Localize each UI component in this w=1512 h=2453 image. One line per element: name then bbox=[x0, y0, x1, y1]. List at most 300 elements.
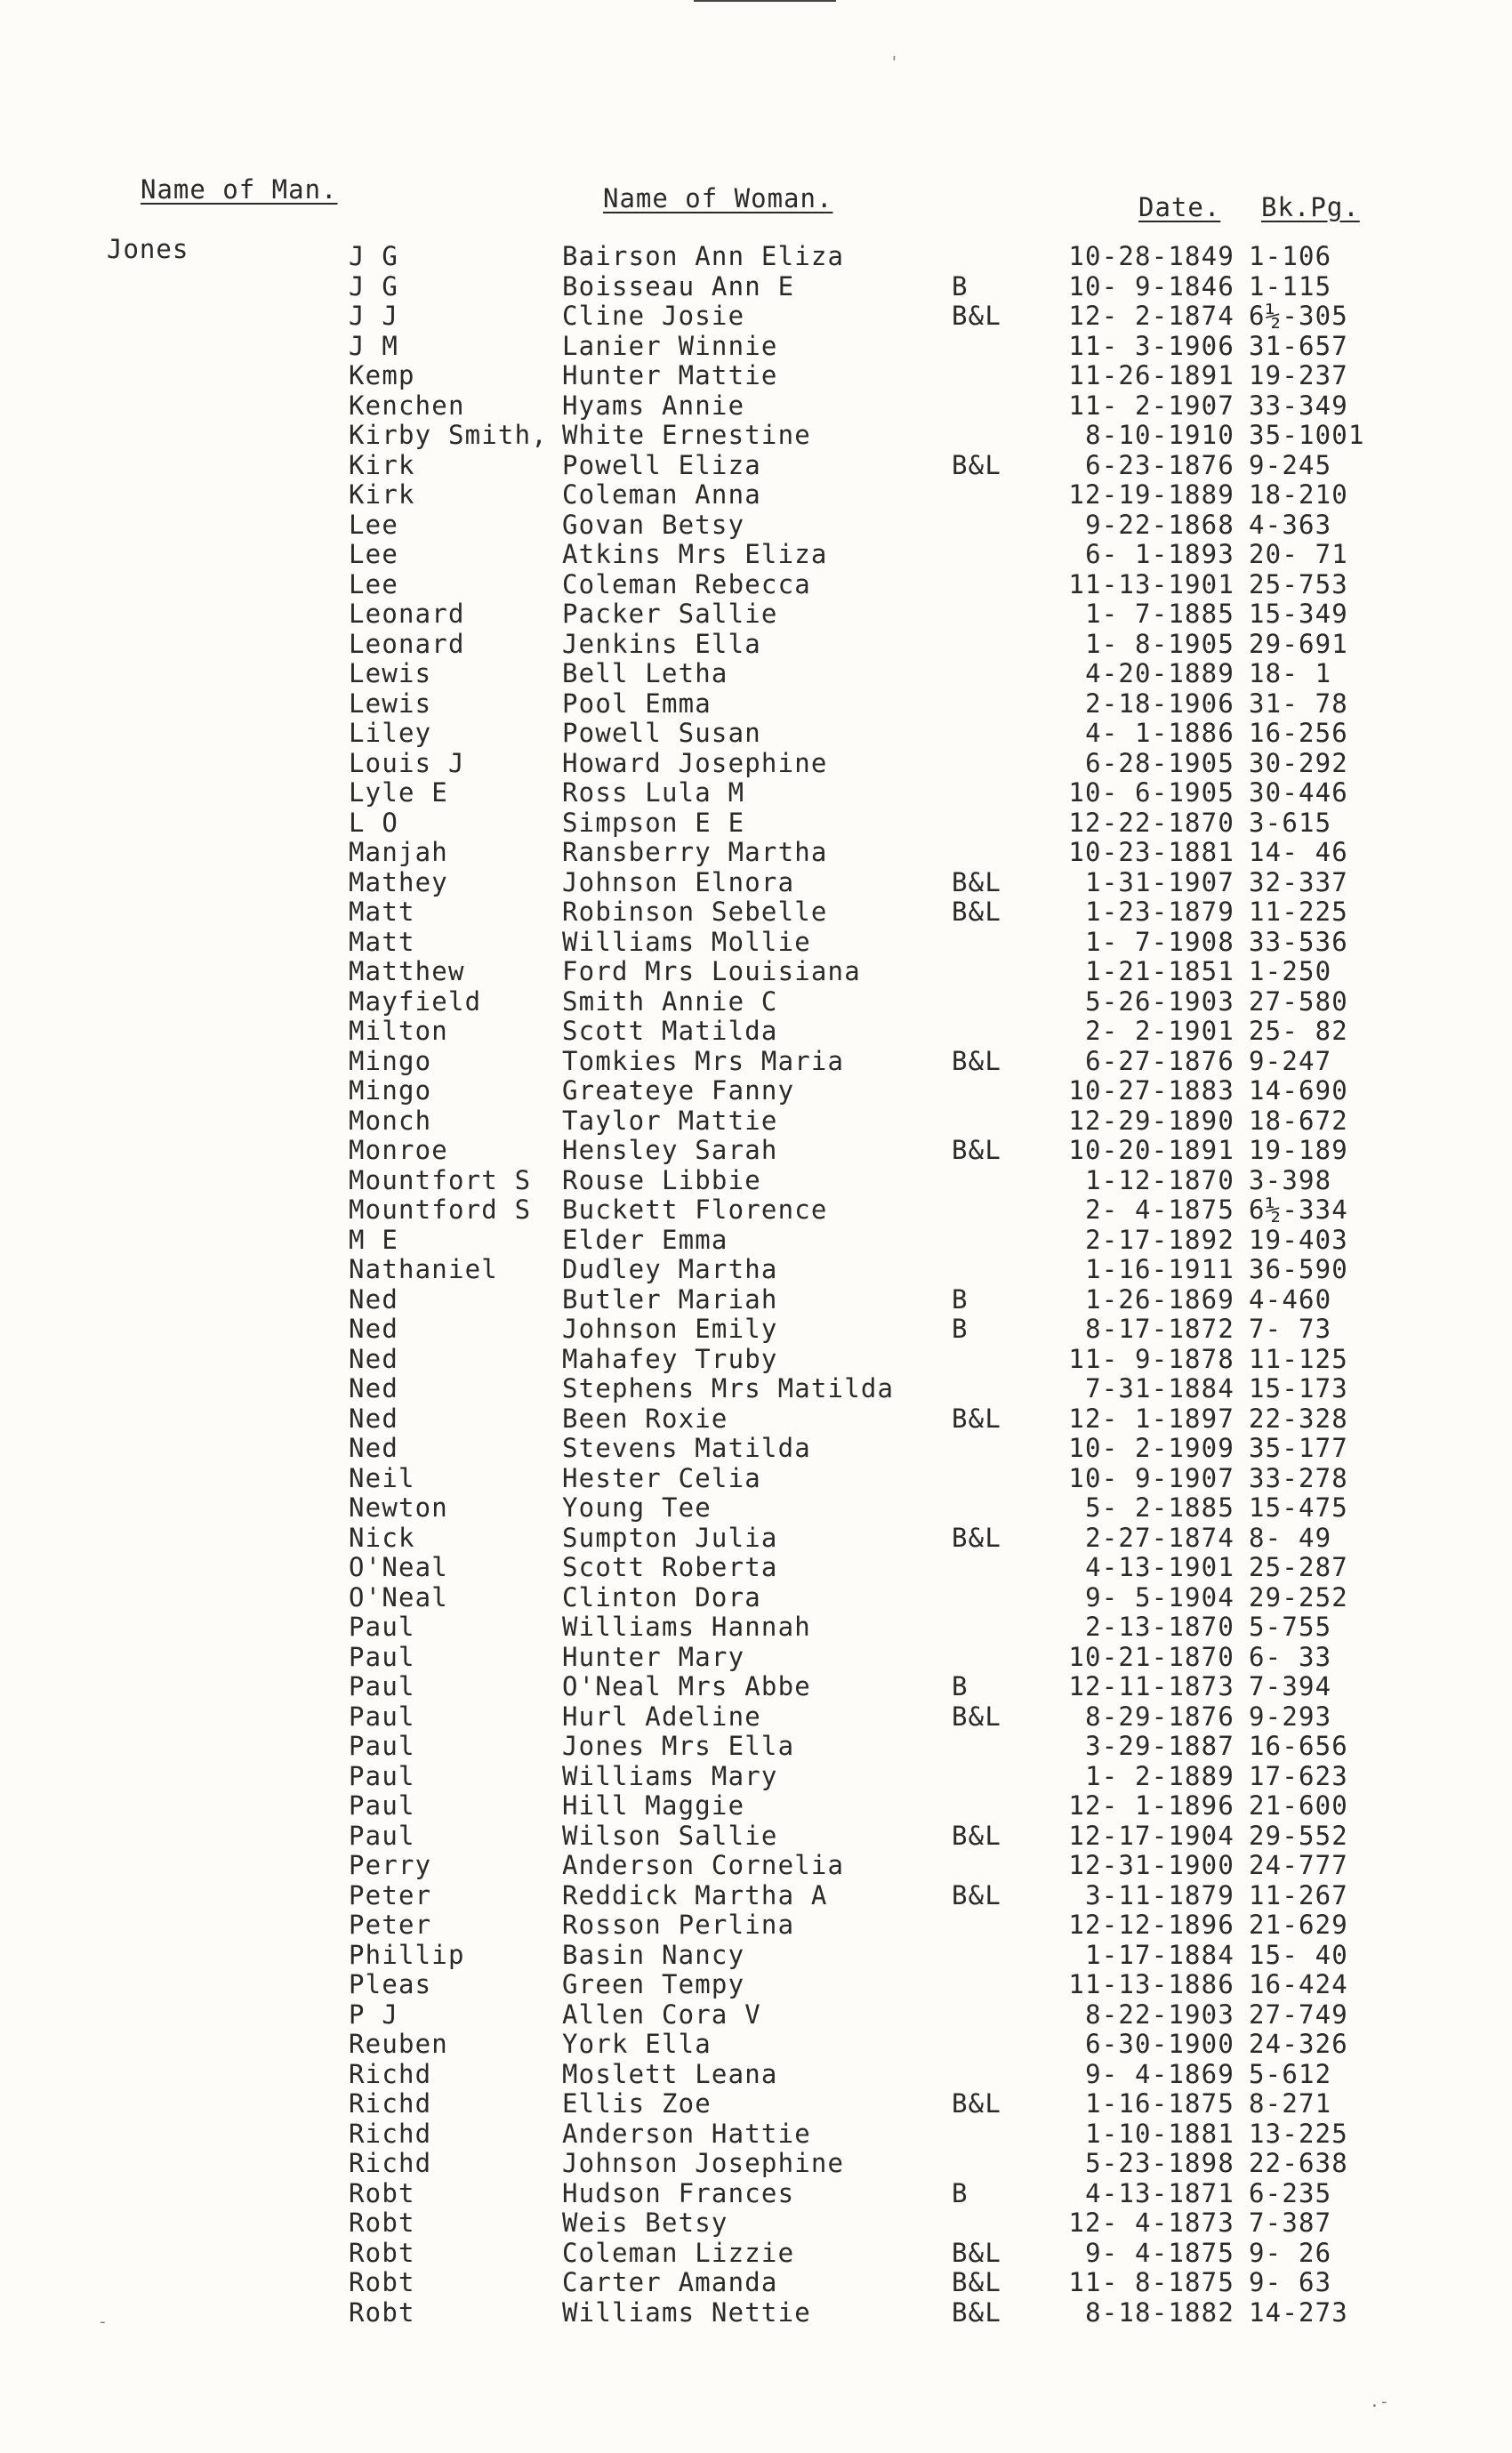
marriage-date: 1- 2-1889 bbox=[1085, 1760, 1235, 1791]
groom-name: Richd bbox=[349, 2058, 432, 2089]
groom-name: Mountford S bbox=[349, 1194, 532, 1225]
groom-name: Peter bbox=[349, 1910, 432, 1940]
table-row bbox=[0, 1047, 1512, 1077]
table-row bbox=[0, 928, 1512, 958]
book-page: 7-394 bbox=[1249, 1671, 1332, 1701]
marriage-date: 1-16-1875 bbox=[1085, 2088, 1235, 2119]
book-page: 14-273 bbox=[1249, 2296, 1348, 2328]
groom-name: Matthew bbox=[349, 956, 465, 986]
book-page: 11-225 bbox=[1249, 897, 1348, 927]
groom-name: Kenchen bbox=[349, 390, 465, 421]
scan-speck: .- bbox=[1370, 2393, 1389, 2411]
groom-name: Richd bbox=[349, 2118, 432, 2149]
book-page: 29-252 bbox=[1249, 1581, 1348, 1613]
table-row bbox=[0, 302, 1512, 332]
book-page: 25-287 bbox=[1249, 1552, 1348, 1582]
bride-name: Howard Josephine bbox=[562, 747, 828, 778]
book-page: 29-691 bbox=[1249, 628, 1348, 659]
groom-name: O'Neal bbox=[349, 1581, 448, 1613]
groom-name: Paul bbox=[349, 1790, 415, 1821]
bride-name: Powell Susan bbox=[562, 718, 761, 748]
table-row bbox=[0, 1493, 1512, 1524]
groom-name: Paul bbox=[349, 1731, 415, 1761]
groom-name: Lewis bbox=[349, 658, 432, 688]
groom-name: Lewis bbox=[349, 688, 432, 719]
groom-name: Mayfield bbox=[349, 985, 482, 1017]
table-row bbox=[0, 2298, 1512, 2328]
bride-name: Coleman Lizzie bbox=[562, 2237, 795, 2268]
groom-name: Pleas bbox=[349, 1969, 432, 1999]
groom-name: Nick bbox=[349, 1522, 415, 1553]
bride-name: Mahafey Truby bbox=[562, 1343, 778, 1374]
table-row bbox=[0, 1881, 1512, 1911]
top-rule bbox=[694, 0, 836, 2]
record-note: B&L bbox=[952, 2267, 1001, 2297]
marriage-date: 12-19-1889 bbox=[1068, 479, 1235, 510]
table-row bbox=[0, 272, 1512, 302]
book-page: 15- 40 bbox=[1249, 1939, 1348, 1970]
marriage-date: 11- 9-1878 bbox=[1068, 1343, 1235, 1374]
marriage-date: 5- 2-1885 bbox=[1085, 1492, 1235, 1523]
table-row bbox=[0, 778, 1512, 808]
book-page: 30-446 bbox=[1249, 777, 1348, 808]
bride-name: Taylor Mattie bbox=[562, 1105, 778, 1136]
groom-name: Mingo bbox=[349, 1045, 432, 1076]
marriage-date: 12-22-1870 bbox=[1068, 807, 1235, 838]
table-row bbox=[0, 1255, 1512, 1285]
table-row bbox=[0, 1017, 1512, 1047]
book-page: 19-403 bbox=[1249, 1224, 1348, 1255]
bride-name: Govan Betsy bbox=[562, 509, 745, 540]
groom-name: Lee bbox=[349, 568, 398, 599]
record-note: B&L bbox=[952, 1701, 1001, 1732]
marriage-date: 8-17-1872 bbox=[1085, 1314, 1235, 1344]
groom-name: Kirk bbox=[349, 479, 415, 510]
book-page: 6-235 bbox=[1249, 2177, 1332, 2208]
table-row bbox=[0, 2179, 1512, 2209]
table-row bbox=[0, 570, 1512, 600]
book-page: 18-210 bbox=[1249, 479, 1348, 510]
groom-name: Lee bbox=[349, 539, 398, 569]
table-row bbox=[0, 511, 1512, 541]
table-row bbox=[0, 2089, 1512, 2119]
bride-name: Boisseau Ann E bbox=[562, 270, 795, 302]
book-page: 16-424 bbox=[1249, 1969, 1348, 1999]
bride-name: Atkins Mrs Eliza bbox=[562, 539, 828, 569]
marriage-date: 1- 8-1905 bbox=[1085, 628, 1235, 659]
header-name-of-woman: Name of Woman. bbox=[603, 183, 833, 213]
surname: Jones bbox=[107, 234, 189, 264]
table-row bbox=[0, 1166, 1512, 1196]
groom-name: Ned bbox=[349, 1314, 398, 1344]
record-note: B&L bbox=[952, 866, 1001, 897]
book-page: 24-326 bbox=[1249, 2029, 1348, 2059]
table-row bbox=[0, 2000, 1512, 2031]
book-page: 1-115 bbox=[1249, 270, 1332, 302]
marriage-date: 12-31-1900 bbox=[1068, 1850, 1235, 1880]
book-page: 33-278 bbox=[1249, 1462, 1348, 1493]
table-row bbox=[0, 1791, 1512, 1822]
marriage-date: 12-17-1904 bbox=[1068, 1820, 1235, 1851]
marriage-date: 1-31-1907 bbox=[1085, 866, 1235, 897]
bride-name: Reddick Martha A bbox=[562, 1879, 828, 1910]
record-note: B bbox=[952, 1283, 969, 1315]
bride-name: Lanier Winnie bbox=[562, 330, 778, 361]
table-row bbox=[0, 1762, 1512, 1792]
marriage-date: 10- 2-1909 bbox=[1068, 1433, 1235, 1463]
marriage-date: 6-30-1900 bbox=[1085, 2029, 1235, 2059]
marriage-date: 9- 4-1875 bbox=[1085, 2237, 1235, 2268]
groom-name: Ned bbox=[349, 1343, 398, 1374]
book-page: 27-749 bbox=[1249, 1999, 1348, 2030]
groom-name: Ned bbox=[349, 1433, 398, 1463]
book-page: 25-753 bbox=[1249, 568, 1348, 599]
table-row bbox=[0, 1553, 1512, 1583]
bride-name: Powell Eliza bbox=[562, 449, 761, 480]
book-page: 8-271 bbox=[1249, 2088, 1332, 2119]
groom-name: Milton bbox=[349, 1016, 448, 1046]
bride-name: Dudley Martha bbox=[562, 1254, 778, 1284]
book-page: 11-267 bbox=[1249, 1879, 1348, 1910]
bride-name: Johnson Emily bbox=[562, 1314, 778, 1344]
table-row bbox=[0, 1076, 1512, 1106]
table-row bbox=[0, 2119, 1512, 2150]
record-note: B&L bbox=[952, 449, 1001, 480]
book-page: 7- 73 bbox=[1249, 1314, 1332, 1344]
marriage-date: 1-21-1851 bbox=[1085, 956, 1235, 986]
groom-name: Lee bbox=[349, 509, 398, 540]
book-page: 1-250 bbox=[1249, 956, 1332, 986]
marriage-date: 7-31-1884 bbox=[1085, 1373, 1235, 1403]
book-page: 5-612 bbox=[1249, 2058, 1332, 2089]
table-row bbox=[0, 689, 1512, 720]
marriage-date: 10- 9-1907 bbox=[1068, 1462, 1235, 1493]
groom-name: Paul bbox=[349, 1671, 415, 1701]
bride-name: Hunter Mattie bbox=[562, 360, 778, 390]
groom-name: Paul bbox=[349, 1760, 415, 1791]
bride-name: Smith Annie C bbox=[562, 985, 778, 1017]
marriage-date: 6-23-1876 bbox=[1085, 449, 1235, 480]
bride-name: Jenkins Ella bbox=[562, 628, 761, 659]
marriage-date: 12-29-1890 bbox=[1068, 1105, 1235, 1136]
bride-name: Green Tempy bbox=[562, 1969, 745, 1999]
groom-name: Richd bbox=[349, 2088, 432, 2119]
book-page: 33-536 bbox=[1249, 926, 1348, 957]
book-page: 4-363 bbox=[1249, 509, 1332, 540]
marriage-date: 4- 1-1886 bbox=[1085, 718, 1235, 748]
bride-name: Weis Betsy bbox=[562, 2208, 728, 2238]
book-page: 20- 71 bbox=[1249, 539, 1348, 569]
marriage-date: 6-27-1876 bbox=[1085, 1045, 1235, 1076]
header-book-page: Bk.Pg. bbox=[1261, 192, 1360, 222]
groom-name: Manjah bbox=[349, 837, 448, 867]
book-page: 16-656 bbox=[1249, 1731, 1348, 1761]
header-name-of-man: Name of Man. bbox=[141, 174, 338, 205]
table-row bbox=[0, 2030, 1512, 2060]
groom-name: O'Neal bbox=[349, 1552, 448, 1582]
table-row bbox=[0, 1970, 1512, 2000]
record-note: B&L bbox=[952, 2296, 1001, 2328]
marriage-date: 8-10-1910 bbox=[1085, 420, 1235, 450]
table-row bbox=[0, 1374, 1512, 1404]
record-note: B bbox=[952, 1671, 969, 1701]
record-note: B&L bbox=[952, 301, 1001, 331]
groom-name: Robt bbox=[349, 2267, 415, 2297]
record-note: B&L bbox=[952, 1522, 1001, 1553]
table-row bbox=[0, 749, 1512, 779]
marriage-date: 10-27-1883 bbox=[1068, 1075, 1235, 1106]
groom-name: Richd bbox=[349, 2148, 432, 2178]
bride-name: Been Roxie bbox=[562, 1403, 728, 1434]
groom-name: Nathaniel bbox=[349, 1254, 498, 1284]
book-page: 14- 46 bbox=[1249, 837, 1348, 867]
record-note: B&L bbox=[952, 897, 1001, 927]
groom-name: Robt bbox=[349, 2296, 415, 2328]
table-row bbox=[0, 1822, 1512, 1852]
groom-name: Mountfort S bbox=[349, 1164, 532, 1195]
marriage-date: 5-23-1898 bbox=[1085, 2148, 1235, 2178]
marriage-date: 8-22-1903 bbox=[1085, 1999, 1235, 2030]
bride-name: O'Neal Mrs Abbe bbox=[562, 1671, 811, 1701]
book-page: 1-106 bbox=[1249, 241, 1332, 271]
book-page: 11-125 bbox=[1249, 1343, 1348, 1374]
bride-name: Ford Mrs Louisiana bbox=[562, 956, 861, 986]
record-note: B&L bbox=[952, 1820, 1001, 1851]
table-row bbox=[0, 719, 1512, 749]
table-row bbox=[0, 1643, 1512, 1673]
groom-name: Robt bbox=[349, 2237, 415, 2268]
table-row bbox=[0, 480, 1512, 511]
marriage-date: 1-17-1884 bbox=[1085, 1939, 1235, 1970]
marriage-date: 2- 4-1875 bbox=[1085, 1194, 1235, 1225]
record-note: B bbox=[952, 1314, 969, 1344]
groom-name: J G bbox=[349, 270, 398, 302]
marriage-date: 11- 8-1875 bbox=[1068, 2267, 1235, 2297]
marriage-date: 6-28-1905 bbox=[1085, 747, 1235, 778]
groom-name: Monch bbox=[349, 1105, 432, 1136]
record-note: B&L bbox=[952, 1135, 1001, 1165]
marriage-date: 1- 7-1885 bbox=[1085, 599, 1235, 629]
book-page: 30-292 bbox=[1249, 747, 1348, 778]
book-page: 13-225 bbox=[1249, 2118, 1348, 2149]
book-page: 36-590 bbox=[1249, 1254, 1348, 1284]
groom-name: Neil bbox=[349, 1462, 415, 1493]
book-page: 31- 78 bbox=[1249, 688, 1348, 719]
table-row bbox=[0, 659, 1512, 689]
marriage-date: 10- 9-1846 bbox=[1068, 270, 1235, 302]
bride-name: Johnson Josephine bbox=[562, 2148, 845, 2178]
table-row bbox=[0, 1136, 1512, 1166]
book-page: 5-755 bbox=[1249, 1612, 1332, 1642]
marriage-date: 11-26-1891 bbox=[1068, 360, 1235, 390]
bride-name: Cline Josie bbox=[562, 301, 745, 331]
marriage-date: 2-27-1874 bbox=[1085, 1522, 1235, 1553]
groom-name: P J bbox=[349, 1999, 398, 2030]
groom-name: Matt bbox=[349, 926, 415, 957]
bride-name: Anderson Cornelia bbox=[562, 1850, 845, 1880]
groom-name: Robt bbox=[349, 2177, 415, 2208]
bride-name: Williams Mollie bbox=[562, 926, 811, 957]
bride-name: Buckett Florence bbox=[562, 1194, 828, 1225]
table-row bbox=[0, 630, 1512, 660]
book-page: 6½-305 bbox=[1249, 301, 1348, 331]
book-page: 18-672 bbox=[1249, 1105, 1348, 1136]
bride-name: York Ella bbox=[562, 2029, 712, 2059]
groom-name: J G bbox=[349, 241, 398, 271]
book-page: 35-177 bbox=[1249, 1433, 1348, 1463]
record-note: B&L bbox=[952, 2088, 1001, 2119]
groom-name: J J bbox=[349, 301, 398, 331]
bride-name: Williams Hannah bbox=[562, 1612, 811, 1642]
marriage-date: 11-13-1901 bbox=[1068, 568, 1235, 599]
bride-name: Hill Maggie bbox=[562, 1790, 745, 1821]
groom-name: Reuben bbox=[349, 2029, 448, 2059]
marriage-date: 5-26-1903 bbox=[1085, 985, 1235, 1017]
marriage-date: 1- 7-1908 bbox=[1085, 926, 1235, 957]
marriage-date: 1-26-1869 bbox=[1085, 1283, 1235, 1315]
groom-name: Newton bbox=[349, 1492, 448, 1523]
book-page: 9- 63 bbox=[1249, 2267, 1332, 2297]
book-page: 9-293 bbox=[1249, 1701, 1332, 1732]
marriage-date: 12- 4-1873 bbox=[1068, 2208, 1235, 2238]
bride-name: Basin Nancy bbox=[562, 1939, 745, 1970]
bride-name: Butler Mariah bbox=[562, 1283, 778, 1315]
bride-name: Anderson Hattie bbox=[562, 2118, 811, 2149]
bride-name: Ellis Zoe bbox=[562, 2088, 712, 2119]
marriage-date: 10-21-1870 bbox=[1068, 1641, 1235, 1672]
book-page: 6- 33 bbox=[1249, 1641, 1332, 1672]
book-page: 14-690 bbox=[1249, 1075, 1348, 1106]
table-row bbox=[0, 1464, 1512, 1494]
marriage-date: 10-28-1849 bbox=[1068, 241, 1235, 271]
table-row bbox=[0, 2239, 1512, 2269]
bride-name: Hyams Annie bbox=[562, 390, 745, 421]
bride-name: Wilson Sallie bbox=[562, 1820, 778, 1851]
table-row bbox=[0, 1910, 1512, 1941]
table-row bbox=[0, 332, 1512, 362]
table-row bbox=[0, 391, 1512, 422]
marriage-date: 1-23-1879 bbox=[1085, 897, 1235, 927]
table-row bbox=[0, 361, 1512, 391]
book-page: 17-623 bbox=[1249, 1760, 1348, 1791]
book-page: 21-629 bbox=[1249, 1910, 1348, 1940]
marriage-date: 11-13-1886 bbox=[1068, 1969, 1235, 1999]
marriage-date: 12- 1-1896 bbox=[1068, 1790, 1235, 1821]
bride-name: Stephens Mrs Matilda bbox=[562, 1373, 895, 1403]
bride-name: Hensley Sarah bbox=[562, 1135, 778, 1165]
groom-name: Leonard bbox=[349, 628, 465, 659]
bride-name: Rosson Perlina bbox=[562, 1910, 795, 1940]
marriage-date: 1-16-1911 bbox=[1085, 1254, 1235, 1284]
bride-name: Johnson Elnora bbox=[562, 866, 795, 897]
groom-name: Paul bbox=[349, 1820, 415, 1851]
table-row bbox=[0, 1941, 1512, 1971]
bride-name: Bell Letha bbox=[562, 658, 728, 688]
book-page: 9- 26 bbox=[1249, 2237, 1332, 2268]
bride-name: Scott Roberta bbox=[562, 1552, 778, 1582]
groom-name: Paul bbox=[349, 1641, 415, 1672]
record-note: B&L bbox=[952, 1879, 1001, 1910]
groom-name: Mingo bbox=[349, 1075, 432, 1106]
bride-name: Elder Emma bbox=[562, 1224, 728, 1255]
bride-name: Bairson Ann Eliza bbox=[562, 241, 845, 271]
book-page: 35-1001 bbox=[1249, 420, 1365, 450]
marriage-records bbox=[0, 242, 1512, 2328]
table-row bbox=[0, 2060, 1512, 2090]
table-row bbox=[0, 957, 1512, 987]
table-row bbox=[0, 540, 1512, 570]
bride-name: Ransberry Martha bbox=[562, 837, 828, 867]
marriage-date: 9- 4-1869 bbox=[1085, 2058, 1235, 2089]
groom-name: M E bbox=[349, 1224, 398, 1255]
bride-name: Coleman Rebecca bbox=[562, 568, 811, 599]
table-row bbox=[0, 1851, 1512, 1881]
groom-name: Matt bbox=[349, 897, 415, 927]
marriage-date: 3-29-1887 bbox=[1085, 1731, 1235, 1761]
table-row bbox=[0, 987, 1512, 1017]
record-note: B&L bbox=[952, 1045, 1001, 1076]
groom-name: Monroe bbox=[349, 1135, 448, 1165]
book-page: 3-398 bbox=[1249, 1164, 1332, 1195]
marriage-date: 8-18-1882 bbox=[1085, 2296, 1235, 2328]
bride-name: Pool Emma bbox=[562, 688, 712, 719]
bride-name: Stevens Matilda bbox=[562, 1433, 811, 1463]
marriage-date: 6- 1-1893 bbox=[1085, 539, 1235, 569]
table-row bbox=[0, 1195, 1512, 1226]
table-row bbox=[0, 1285, 1512, 1315]
marriage-date: 4-13-1901 bbox=[1085, 1552, 1235, 1582]
table-row bbox=[0, 897, 1512, 928]
marriage-date: 11- 3-1906 bbox=[1068, 330, 1235, 361]
book-page: 9-247 bbox=[1249, 1045, 1332, 1076]
marriage-date: 2-17-1892 bbox=[1085, 1224, 1235, 1255]
bride-name: Packer Sallie bbox=[562, 599, 778, 629]
book-page: 22-638 bbox=[1249, 2148, 1348, 2178]
book-page: 3-615 bbox=[1249, 807, 1332, 838]
marriage-date: 9-22-1868 bbox=[1085, 509, 1235, 540]
book-page: 24-777 bbox=[1249, 1850, 1348, 1880]
marriage-date: 11- 2-1907 bbox=[1068, 390, 1235, 421]
bride-name: Jones Mrs Ella bbox=[562, 1731, 795, 1761]
table-row bbox=[0, 1613, 1512, 1643]
table-row bbox=[0, 1226, 1512, 1256]
groom-name: Peter bbox=[349, 1879, 432, 1910]
book-page: 19-189 bbox=[1249, 1135, 1348, 1165]
book-page: 27-580 bbox=[1249, 985, 1348, 1017]
table-row bbox=[0, 1404, 1512, 1435]
groom-name: Lyle E bbox=[349, 777, 448, 808]
book-page: 16-256 bbox=[1249, 718, 1348, 748]
groom-name: Ned bbox=[349, 1283, 398, 1315]
groom-name: Kirk bbox=[349, 449, 415, 480]
table-row bbox=[0, 1106, 1512, 1137]
book-page: 15-475 bbox=[1249, 1492, 1348, 1523]
marriage-date: 1-10-1881 bbox=[1085, 2118, 1235, 2149]
book-page: 6½-334 bbox=[1249, 1194, 1348, 1225]
bride-name: Simpson E E bbox=[562, 807, 745, 838]
groom-name: Mathey bbox=[349, 866, 448, 897]
marriage-date: 12- 2-1874 bbox=[1068, 301, 1235, 331]
marriage-date: 10-20-1891 bbox=[1068, 1135, 1235, 1165]
bride-name: Carter Amanda bbox=[562, 2267, 778, 2297]
marriage-date: 1-12-1870 bbox=[1085, 1164, 1235, 1195]
book-page: 19-237 bbox=[1249, 360, 1348, 390]
bride-name: Scott Matilda bbox=[562, 1016, 778, 1046]
groom-name: Liley bbox=[349, 718, 432, 748]
marriage-date: 10- 6-1905 bbox=[1068, 777, 1235, 808]
bride-name: Tomkies Mrs Maria bbox=[562, 1045, 845, 1076]
table-row bbox=[0, 2208, 1512, 2239]
